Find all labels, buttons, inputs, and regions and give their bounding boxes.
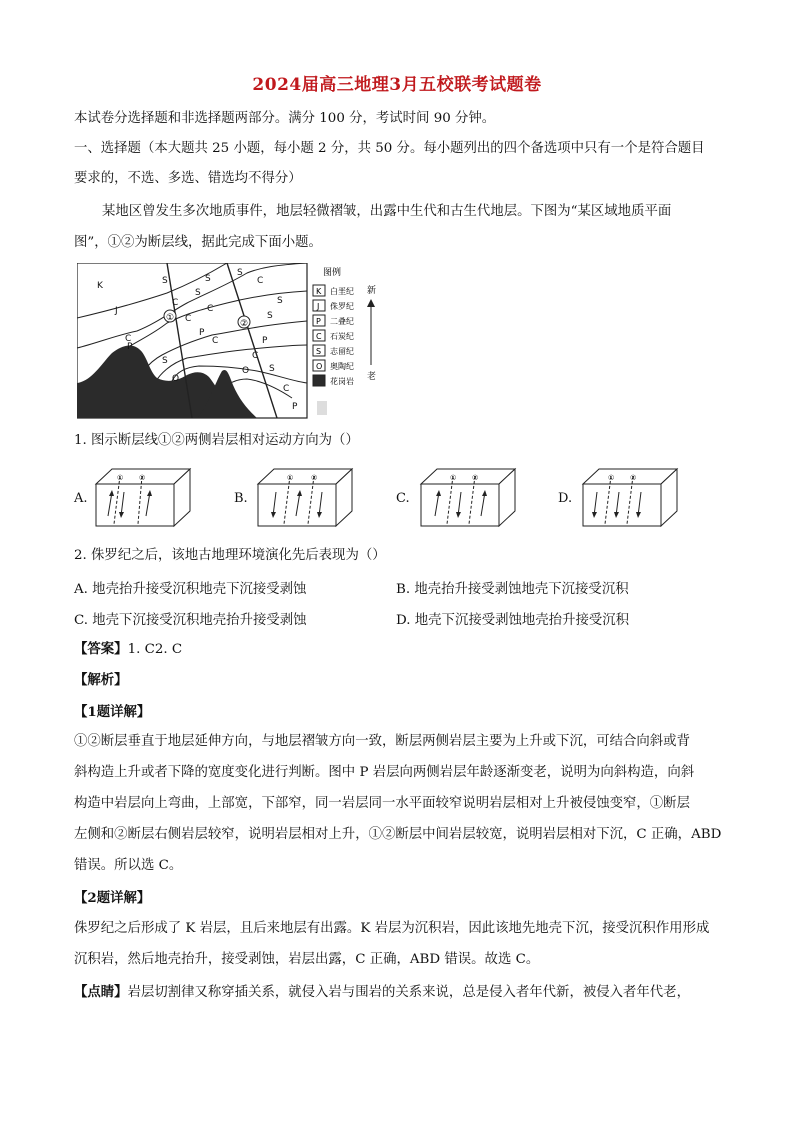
q1-option-c-label: C. [396, 491, 410, 506]
svg-text:C: C [172, 298, 179, 308]
q2-option-b: B. 地壳抬升接受剥蚀地壳下沉接受沉积 [396, 582, 629, 597]
q1-option-d-diagram [581, 466, 681, 528]
svg-text:S: S [277, 296, 283, 306]
analysis-tag: 【解析】 [74, 672, 128, 688]
detail2-line: 侏罗纪之后形成了 K 岩层，且后来地层有出露。K 岩层为沉积岩，因此该地先地壳下沉，接受沉积作用形成 [74, 921, 710, 936]
q1-option-b-diagram [256, 466, 356, 528]
arrow-label-new: 新 [367, 286, 377, 296]
svg-text:C: C [316, 332, 322, 341]
detail1-line: 左侧和②断层右侧岩层较窄，说明岩层相对上升，①②断层中间岩层较宽，说明岩层相对下沉，C 正确，ABD [74, 827, 722, 842]
legend-item-o [313, 360, 354, 371]
svg-text:C: C [257, 276, 264, 286]
svg-text:白垩纪: 白垩纪 [330, 287, 354, 296]
arrow-up-icon [367, 299, 375, 307]
arrow-label-old: 老 [367, 372, 377, 382]
tip-line [74, 983, 724, 1002]
fault-2-label: ② [239, 319, 249, 329]
svg-text:J: J [317, 302, 320, 311]
question-stem-cont: 图”，①②为断层线，据此完成下面小题。 [74, 235, 322, 250]
svg-text:P: P [262, 336, 268, 346]
svg-text:花岗岩: 花岗岩 [330, 377, 354, 386]
legend-title: 图例 [323, 268, 342, 278]
detail1-line: 构造中岩层向上弯曲，上部宽，下部窄，同一岩层同一水平面较窄说明岩层相对上升被侵蚀变窄，①断层 [74, 796, 690, 811]
geologic-map [77, 263, 387, 420]
svg-text:J: J [115, 306, 118, 316]
detail1-tag: 【1题详解】 [74, 704, 151, 720]
svg-text:石炭纪: 石炭纪 [330, 332, 354, 341]
svg-text:C: C [283, 384, 290, 394]
legend-item-granite [313, 375, 354, 386]
svg-text:K: K [316, 287, 322, 296]
section1-heading-cont: 要求的，不选、多选、错选均不得分） [74, 171, 302, 186]
svg-text:O: O [172, 374, 180, 384]
svg-text:②: ② [472, 474, 479, 482]
intro-text: 本试卷分选择题和非选择题两部分。满分 100 分，考试时间 90 分钟。 [74, 111, 496, 126]
legend-item-c [313, 330, 354, 341]
svg-text:P: P [127, 342, 133, 352]
q2-stem: 2. 侏罗纪之后，该地古地理环境演化先后表现为（） [74, 548, 386, 563]
q2-option-a: A. 地壳抬升接受沉积地壳下沉接受剥蚀 [74, 582, 307, 597]
svg-text:P: P [292, 402, 298, 412]
svg-text:O: O [242, 366, 250, 376]
svg-text:二叠纪: 二叠纪 [330, 317, 354, 326]
answer-line [74, 640, 724, 659]
detail1-line: ①②断层垂直于地层延伸方向，与地层褶皱方向一致，断层两侧岩层主要为上升或下沉，可结合向斜或背 [74, 734, 690, 749]
q1-option-a-label: A. [74, 491, 88, 506]
svg-text:②: ② [139, 474, 146, 482]
q2-option-c: C. 地壳下沉接受沉积地壳抬升接受剥蚀 [74, 613, 307, 628]
svg-text:志留纪: 志留纪 [330, 347, 354, 356]
svg-text:S: S [267, 311, 273, 321]
svg-text:②: ② [630, 474, 637, 482]
tip-tag: 【点睛】 [74, 984, 128, 1000]
svg-text:S: S [195, 288, 201, 298]
svg-text:C: C [207, 304, 214, 314]
svg-text:S: S [269, 364, 275, 374]
question-stem: 某地区曾发生多次地质事件，地层轻微褶皱，出露中生代和古生代地层。下图为“某区域地质平面 [102, 204, 672, 219]
svg-text:①: ① [608, 474, 615, 482]
tip-text: 岩层切割律又称穿插关系，就侵入岩与围岩的关系来说，总是侵入者年代新，被侵入者年代老， [127, 985, 690, 1000]
svg-text:②: ② [311, 474, 318, 482]
svg-text:C: C [125, 334, 132, 344]
legend [313, 285, 354, 386]
q1-option-d-label: D. [558, 491, 573, 506]
svg-text:O: O [316, 362, 323, 371]
svg-text:侏罗纪: 侏罗纪 [330, 302, 354, 311]
q1-option-c-diagram [419, 466, 519, 528]
detail2-tag: 【2题详解】 [74, 890, 151, 906]
svg-text:C: C [252, 351, 259, 361]
svg-text:S: S [162, 276, 168, 286]
q1-option-a-diagram [94, 466, 194, 528]
legend-item-k [313, 285, 354, 296]
detail1-line: 斜构造上升或者下降的宽度变化进行判断。图中 P 岩层向两侧岩层年龄逐渐变老，说明为向斜构造，向斜 [74, 765, 695, 780]
svg-text:奥陶纪: 奥陶纪 [330, 362, 354, 371]
legend-item-j [313, 300, 354, 311]
q1-stem: 1. 图示断层线①②两侧岩层相对运动方向为（） [74, 433, 359, 448]
svg-text:C: C [212, 336, 219, 346]
section1-heading: 一、选择题（本大题共 25 小题，每小题 2 分，共 50 分。每小题列出的四个备选项中只有一个是符合题目 [74, 141, 705, 156]
svg-text:①: ① [287, 474, 294, 482]
svg-text:S: S [237, 268, 243, 278]
legend-item-p [313, 315, 354, 326]
answer-tag: 【答案】 [74, 641, 128, 657]
answer-text: 1. C2. C [127, 642, 183, 657]
detail1-line: 错误。所以选 C。 [74, 858, 183, 873]
legend-item-s [313, 345, 354, 356]
detail2-line: 沉积岩，然后地壳抬升，接受剥蚀，岩层出露，C 正确，ABD 错误。故选 C。 [74, 952, 540, 967]
svg-text:C: C [185, 314, 192, 324]
svg-text:K: K [97, 281, 103, 291]
q2-option-d: D. 地壳下沉接受剥蚀地壳抬升接受沉积 [396, 613, 630, 628]
svg-text:①: ① [450, 474, 457, 482]
svg-text:P: P [316, 317, 321, 326]
svg-text:S: S [316, 347, 322, 356]
page-title: 2024届高三地理3月五校联考试题卷 [252, 75, 542, 95]
svg-text:S: S [205, 274, 211, 284]
svg-text:P: P [199, 328, 205, 338]
svg-text:①: ① [117, 474, 124, 482]
q1-option-b-label: B. [234, 491, 248, 506]
fault-1-label: ① [165, 313, 175, 323]
svg-text:S: S [162, 356, 168, 366]
